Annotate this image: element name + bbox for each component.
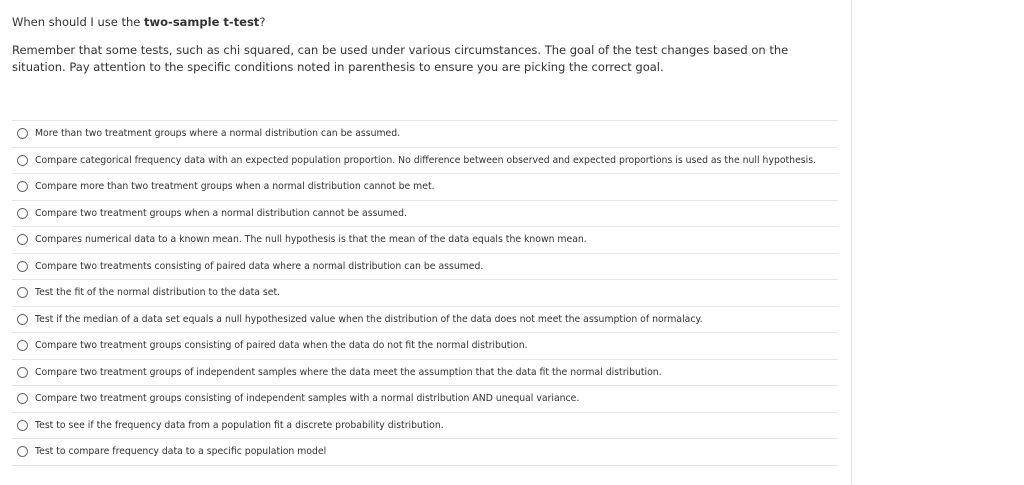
- radio-button-icon[interactable]: [17, 208, 28, 219]
- answer-option[interactable]: [12, 148, 838, 175]
- radio-button-icon[interactable]: [17, 155, 28, 166]
- radio-button-icon[interactable]: [17, 367, 28, 378]
- question-prefix: When should I use the: [12, 15, 145, 29]
- radio-button-icon[interactable]: [17, 128, 28, 139]
- answer-option-label: Test to compare frequency data to a specific population model: [35, 446, 327, 458]
- answer-option[interactable]: [12, 174, 838, 201]
- answer-options: [12, 120, 838, 466]
- answer-option[interactable]: [12, 439, 838, 466]
- answer-option[interactable]: [12, 333, 838, 360]
- radio-button-icon[interactable]: [17, 261, 28, 272]
- answer-option-label: Compare two treatment groups consisting of independent samples with a normal distribution AND unequal variance.: [35, 393, 580, 405]
- radio-button-icon[interactable]: [17, 234, 28, 245]
- question-instructions: Remember that some tests, such as chi squared, can be used under various circumstances. The goal of the test changes based on the situation. Pay attention to the specific conditions noted in parenthesis to ensure you are picking the correct goal.: [12, 43, 789, 74]
- answer-option-label: Compare more than two treatment groups when a normal distribution cannot be met.: [35, 181, 435, 193]
- answer-option[interactable]: [12, 386, 838, 413]
- answer-option-label: Test to see if the frequency data from a population fit a discrete probability distribution.: [35, 419, 444, 431]
- question-text: [12, 14, 265, 30]
- radio-button-icon[interactable]: [17, 314, 28, 325]
- answer-option[interactable]: [12, 254, 838, 281]
- answer-option-label: Test if the median of a data set equals a null hypothesized value when the distribution of the data does not meet the assumption of normalacy.: [35, 313, 703, 325]
- radio-button-icon[interactable]: [17, 393, 28, 404]
- answer-option-label: Compare two treatment groups consisting of paired data when the data do not fit the normal distribution.: [35, 340, 528, 352]
- answer-option-label: Compare two treatments consisting of paired data where a normal distribution can be assumed.: [35, 260, 484, 272]
- answer-option[interactable]: [12, 360, 838, 387]
- answer-option-label: More than two treatment groups where a normal distribution can be assumed.: [35, 128, 401, 140]
- answer-option[interactable]: [12, 201, 838, 228]
- question-emphasis: two-sample t-test: [144, 15, 260, 29]
- answer-option-label: Compare two treatment groups of independent samples where the data meet the assumption that the data fit the normal distribution.: [35, 366, 662, 378]
- radio-button-icon[interactable]: [17, 446, 28, 457]
- answer-option-label: Compare two treatment groups when a normal distribution cannot be assumed.: [35, 207, 407, 219]
- radio-button-icon[interactable]: [17, 287, 28, 298]
- answer-option[interactable]: [12, 121, 838, 148]
- answer-option-label: Compare categorical frequency data with an expected population proportion. No difference between observed and expected proportions is used as the null hypothesis.: [35, 154, 817, 166]
- answer-option[interactable]: [12, 413, 838, 440]
- answer-option-label: Compares numerical data to a known mean. The null hypothesis is that the mean of the data equals the known mean.: [35, 234, 587, 246]
- question-suffix: ?: [259, 15, 266, 29]
- radio-button-icon[interactable]: [17, 420, 28, 431]
- answer-option[interactable]: [12, 280, 838, 307]
- radio-button-icon[interactable]: [17, 340, 28, 351]
- answer-option[interactable]: [12, 307, 838, 334]
- answer-option-label: Test the fit of the normal distribution to the data set.: [35, 287, 281, 299]
- radio-button-icon[interactable]: [17, 181, 28, 192]
- answer-option[interactable]: [12, 227, 838, 254]
